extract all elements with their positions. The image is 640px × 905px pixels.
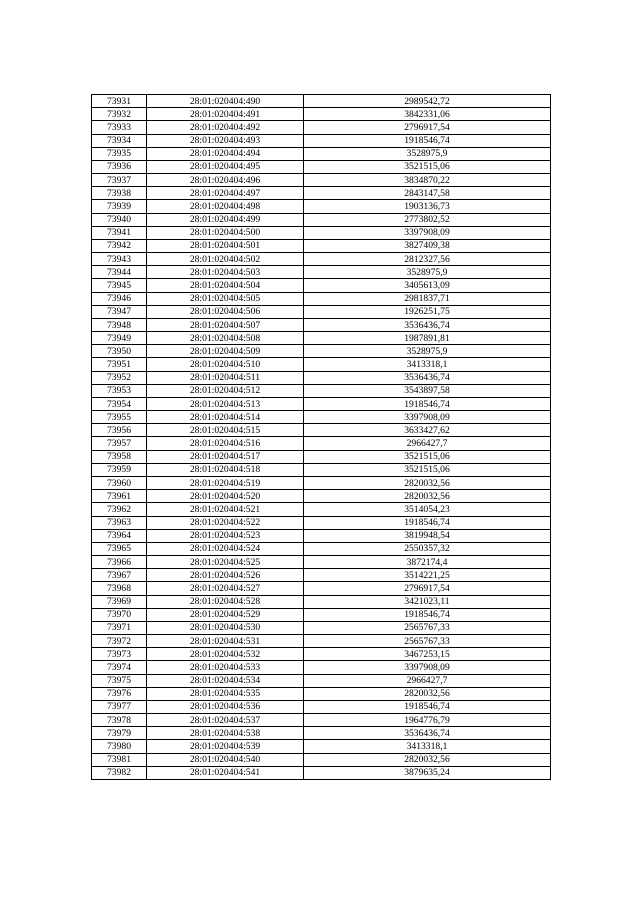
- table-row: [92, 239, 551, 252]
- cadastral-number-cell: 28:01:020404:535: [147, 687, 304, 700]
- row-number-cell: 73935: [92, 147, 147, 160]
- row-number-cell: 73945: [92, 279, 147, 292]
- table-row: [92, 292, 551, 305]
- table-row: [92, 318, 551, 331]
- table-row: [92, 200, 551, 213]
- row-number-cell: 73954: [92, 397, 147, 410]
- table-row: [92, 635, 551, 648]
- cadastral-number-cell: 28:01:020404:534: [147, 674, 304, 687]
- cadastral-number-cell: 28:01:020404:513: [147, 397, 304, 410]
- table-row: [92, 753, 551, 766]
- table-row: [92, 700, 551, 713]
- value-cell: 2820032,56: [304, 687, 551, 700]
- value-cell: 3421023,11: [304, 595, 551, 608]
- row-number-cell: 73982: [92, 766, 147, 779]
- value-cell: 2796917,54: [304, 121, 551, 134]
- row-number-cell: 73958: [92, 450, 147, 463]
- value-cell: 3514221,25: [304, 569, 551, 582]
- row-number-cell: 73949: [92, 332, 147, 345]
- value-cell: 3819948,54: [304, 529, 551, 542]
- cadastral-number-cell: 28:01:020404:490: [147, 95, 304, 108]
- table-row: [92, 266, 551, 279]
- value-cell: 2820032,56: [304, 476, 551, 489]
- row-number-cell: 73975: [92, 674, 147, 687]
- cadastral-number-cell: 28:01:020404:536: [147, 700, 304, 713]
- table-row: [92, 134, 551, 147]
- cadastral-number-cell: 28:01:020404:531: [147, 635, 304, 648]
- value-cell: 2820032,56: [304, 490, 551, 503]
- value-cell: 3528975,9: [304, 266, 551, 279]
- table-row: [92, 727, 551, 740]
- value-cell: 3536436,74: [304, 371, 551, 384]
- value-cell: 2966427,7: [304, 674, 551, 687]
- cadastral-number-cell: 28:01:020404:500: [147, 226, 304, 239]
- value-cell: 3536436,74: [304, 318, 551, 331]
- row-number-cell: 73969: [92, 595, 147, 608]
- row-number-cell: 73961: [92, 490, 147, 503]
- table-row: [92, 187, 551, 200]
- table-row: [92, 397, 551, 410]
- table-row: [92, 687, 551, 700]
- row-number-cell: 73970: [92, 608, 147, 621]
- row-number-cell: 73931: [92, 95, 147, 108]
- table-row: [92, 714, 551, 727]
- cadastral-number-cell: 28:01:020404:519: [147, 476, 304, 489]
- value-cell: 3405613,09: [304, 279, 551, 292]
- row-number-cell: 73933: [92, 121, 147, 134]
- table-row: [92, 345, 551, 358]
- value-cell: 1987891,81: [304, 332, 551, 345]
- cadastral-number-cell: 28:01:020404:523: [147, 529, 304, 542]
- cadastral-number-cell: 28:01:020404:538: [147, 727, 304, 740]
- table-row: [92, 424, 551, 437]
- row-number-cell: 73943: [92, 253, 147, 266]
- cadastral-number-cell: 28:01:020404:515: [147, 424, 304, 437]
- cadastral-number-cell: 28:01:020404:526: [147, 569, 304, 582]
- value-cell: 3543897,58: [304, 384, 551, 397]
- table-row: [92, 226, 551, 239]
- table-row: [92, 384, 551, 397]
- value-cell: 1918546,74: [304, 608, 551, 621]
- table-row: [92, 450, 551, 463]
- table-row: [92, 253, 551, 266]
- row-number-cell: 73963: [92, 516, 147, 529]
- table-row: [92, 411, 551, 424]
- table-row: [92, 529, 551, 542]
- cadastral-number-cell: 28:01:020404:493: [147, 134, 304, 147]
- row-number-cell: 73941: [92, 226, 147, 239]
- row-number-cell: 73976: [92, 687, 147, 700]
- row-number-cell: 73964: [92, 529, 147, 542]
- cadastral-number-cell: 28:01:020404:491: [147, 108, 304, 121]
- row-number-cell: 73942: [92, 239, 147, 252]
- value-cell: 3834870,22: [304, 174, 551, 187]
- value-cell: 2565767,33: [304, 621, 551, 634]
- row-number-cell: 73936: [92, 160, 147, 173]
- row-number-cell: 73955: [92, 411, 147, 424]
- table-row: [92, 503, 551, 516]
- row-number-cell: 73974: [92, 661, 147, 674]
- value-cell: 3633427,62: [304, 424, 551, 437]
- row-number-cell: 73973: [92, 648, 147, 661]
- row-number-cell: 73966: [92, 556, 147, 569]
- cadastral-number-cell: 28:01:020404:502: [147, 253, 304, 266]
- cadastral-number-cell: 28:01:020404:497: [147, 187, 304, 200]
- cadastral-number-cell: 28:01:020404:530: [147, 621, 304, 634]
- cadastral-value-table: [91, 94, 551, 780]
- table-row: [92, 437, 551, 450]
- value-cell: 3467253,15: [304, 648, 551, 661]
- value-cell: 3528975,9: [304, 147, 551, 160]
- cadastral-number-cell: 28:01:020404:532: [147, 648, 304, 661]
- row-number-cell: 73968: [92, 582, 147, 595]
- value-cell: 3536436,74: [304, 727, 551, 740]
- value-cell: 1918546,74: [304, 134, 551, 147]
- row-number-cell: 73978: [92, 714, 147, 727]
- cadastral-number-cell: 28:01:020404:541: [147, 766, 304, 779]
- table-row: [92, 490, 551, 503]
- value-cell: 2773802,52: [304, 213, 551, 226]
- cadastral-number-cell: 28:01:020404:508: [147, 332, 304, 345]
- cadastral-number-cell: 28:01:020404:512: [147, 384, 304, 397]
- table-row: [92, 766, 551, 779]
- table-row: [92, 674, 551, 687]
- row-number-cell: 73932: [92, 108, 147, 121]
- cadastral-number-cell: 28:01:020404:498: [147, 200, 304, 213]
- cadastral-number-cell: 28:01:020404:510: [147, 358, 304, 371]
- cadastral-number-cell: 28:01:020404:517: [147, 450, 304, 463]
- row-number-cell: 73956: [92, 424, 147, 437]
- cadastral-number-cell: 28:01:020404:514: [147, 411, 304, 424]
- cadastral-number-cell: 28:01:020404:539: [147, 740, 304, 753]
- table-row: [92, 174, 551, 187]
- value-cell: 1903136,73: [304, 200, 551, 213]
- value-cell: 3413318,1: [304, 358, 551, 371]
- table-row: [92, 542, 551, 555]
- row-number-cell: 73948: [92, 318, 147, 331]
- value-cell: 1964776,79: [304, 714, 551, 727]
- value-cell: 2989542,72: [304, 95, 551, 108]
- row-number-cell: 73977: [92, 700, 147, 713]
- table-row: [92, 569, 551, 582]
- cadastral-number-cell: 28:01:020404:499: [147, 213, 304, 226]
- value-cell: 3872174,4: [304, 556, 551, 569]
- row-number-cell: 73981: [92, 753, 147, 766]
- table-row: [92, 108, 551, 121]
- table-row: [92, 279, 551, 292]
- value-cell: 3521515,06: [304, 450, 551, 463]
- row-number-cell: 73938: [92, 187, 147, 200]
- cadastral-number-cell: 28:01:020404:496: [147, 174, 304, 187]
- table-row: [92, 332, 551, 345]
- value-cell: 2981837,71: [304, 292, 551, 305]
- row-number-cell: 73952: [92, 371, 147, 384]
- cadastral-number-cell: 28:01:020404:516: [147, 437, 304, 450]
- value-cell: 3521515,06: [304, 463, 551, 476]
- value-cell: 1918546,74: [304, 516, 551, 529]
- value-cell: 3879635,24: [304, 766, 551, 779]
- table-row: [92, 95, 551, 108]
- cadastral-number-cell: 28:01:020404:494: [147, 147, 304, 160]
- row-number-cell: 73967: [92, 569, 147, 582]
- value-cell: 1918546,74: [304, 397, 551, 410]
- cadastral-number-cell: 28:01:020404:540: [147, 753, 304, 766]
- cadastral-number-cell: 28:01:020404:529: [147, 608, 304, 621]
- table-row: [92, 147, 551, 160]
- cadastral-number-cell: 28:01:020404:501: [147, 239, 304, 252]
- value-cell: 2843147,58: [304, 187, 551, 200]
- value-cell: 3397908,09: [304, 411, 551, 424]
- value-cell: 1918546,74: [304, 700, 551, 713]
- table-row: [92, 582, 551, 595]
- cadastral-number-cell: 28:01:020404:509: [147, 345, 304, 358]
- cadastral-number-cell: 28:01:020404:525: [147, 556, 304, 569]
- table-row: [92, 463, 551, 476]
- table-row: [92, 121, 551, 134]
- cadastral-number-cell: 28:01:020404:492: [147, 121, 304, 134]
- table-row: [92, 621, 551, 634]
- value-cell: 1926251,75: [304, 305, 551, 318]
- table-row: [92, 213, 551, 226]
- row-number-cell: 73944: [92, 266, 147, 279]
- table-row: [92, 160, 551, 173]
- row-number-cell: 73951: [92, 358, 147, 371]
- value-cell: 3397908,09: [304, 226, 551, 239]
- table-body: [92, 95, 551, 780]
- table-row: [92, 648, 551, 661]
- value-cell: 2796917,54: [304, 582, 551, 595]
- row-number-cell: 73950: [92, 345, 147, 358]
- row-number-cell: 73959: [92, 463, 147, 476]
- row-number-cell: 73947: [92, 305, 147, 318]
- table-row: [92, 556, 551, 569]
- row-number-cell: 73934: [92, 134, 147, 147]
- table-row: [92, 740, 551, 753]
- table-row: [92, 516, 551, 529]
- row-number-cell: 73937: [92, 174, 147, 187]
- row-number-cell: 73972: [92, 635, 147, 648]
- row-number-cell: 73960: [92, 476, 147, 489]
- cadastral-number-cell: 28:01:020404:527: [147, 582, 304, 595]
- value-cell: 2812327,56: [304, 253, 551, 266]
- cadastral-number-cell: 28:01:020404:504: [147, 279, 304, 292]
- row-number-cell: 73946: [92, 292, 147, 305]
- row-number-cell: 73957: [92, 437, 147, 450]
- value-cell: 2820032,56: [304, 753, 551, 766]
- row-number-cell: 73953: [92, 384, 147, 397]
- cadastral-number-cell: 28:01:020404:518: [147, 463, 304, 476]
- table-row: [92, 595, 551, 608]
- value-cell: 3413318,1: [304, 740, 551, 753]
- cadastral-number-cell: 28:01:020404:505: [147, 292, 304, 305]
- table-row: [92, 608, 551, 621]
- row-number-cell: 73965: [92, 542, 147, 555]
- row-number-cell: 73979: [92, 727, 147, 740]
- cadastral-number-cell: 28:01:020404:522: [147, 516, 304, 529]
- value-cell: 3521515,06: [304, 160, 551, 173]
- value-cell: 2966427,7: [304, 437, 551, 450]
- value-cell: 2565767,33: [304, 635, 551, 648]
- cadastral-number-cell: 28:01:020404:495: [147, 160, 304, 173]
- row-number-cell: 73940: [92, 213, 147, 226]
- table-row: [92, 476, 551, 489]
- cadastral-number-cell: 28:01:020404:537: [147, 714, 304, 727]
- cadastral-number-cell: 28:01:020404:533: [147, 661, 304, 674]
- cadastral-number-cell: 28:01:020404:511: [147, 371, 304, 384]
- value-cell: 2550357,32: [304, 542, 551, 555]
- table-row: [92, 371, 551, 384]
- cadastral-number-cell: 28:01:020404:521: [147, 503, 304, 516]
- value-cell: 3397908,09: [304, 661, 551, 674]
- table-row: [92, 305, 551, 318]
- cadastral-number-cell: 28:01:020404:520: [147, 490, 304, 503]
- cadastral-number-cell: 28:01:020404:506: [147, 305, 304, 318]
- value-cell: 3514054,23: [304, 503, 551, 516]
- cadastral-number-cell: 28:01:020404:528: [147, 595, 304, 608]
- row-number-cell: 73971: [92, 621, 147, 634]
- value-cell: 3842331,06: [304, 108, 551, 121]
- table-row: [92, 358, 551, 371]
- cadastral-number-cell: 28:01:020404:507: [147, 318, 304, 331]
- value-cell: 3827409,38: [304, 239, 551, 252]
- row-number-cell: 73939: [92, 200, 147, 213]
- cadastral-number-cell: 28:01:020404:524: [147, 542, 304, 555]
- value-cell: 3528975,9: [304, 345, 551, 358]
- cadastral-number-cell: 28:01:020404:503: [147, 266, 304, 279]
- table-row: [92, 661, 551, 674]
- row-number-cell: 73980: [92, 740, 147, 753]
- row-number-cell: 73962: [92, 503, 147, 516]
